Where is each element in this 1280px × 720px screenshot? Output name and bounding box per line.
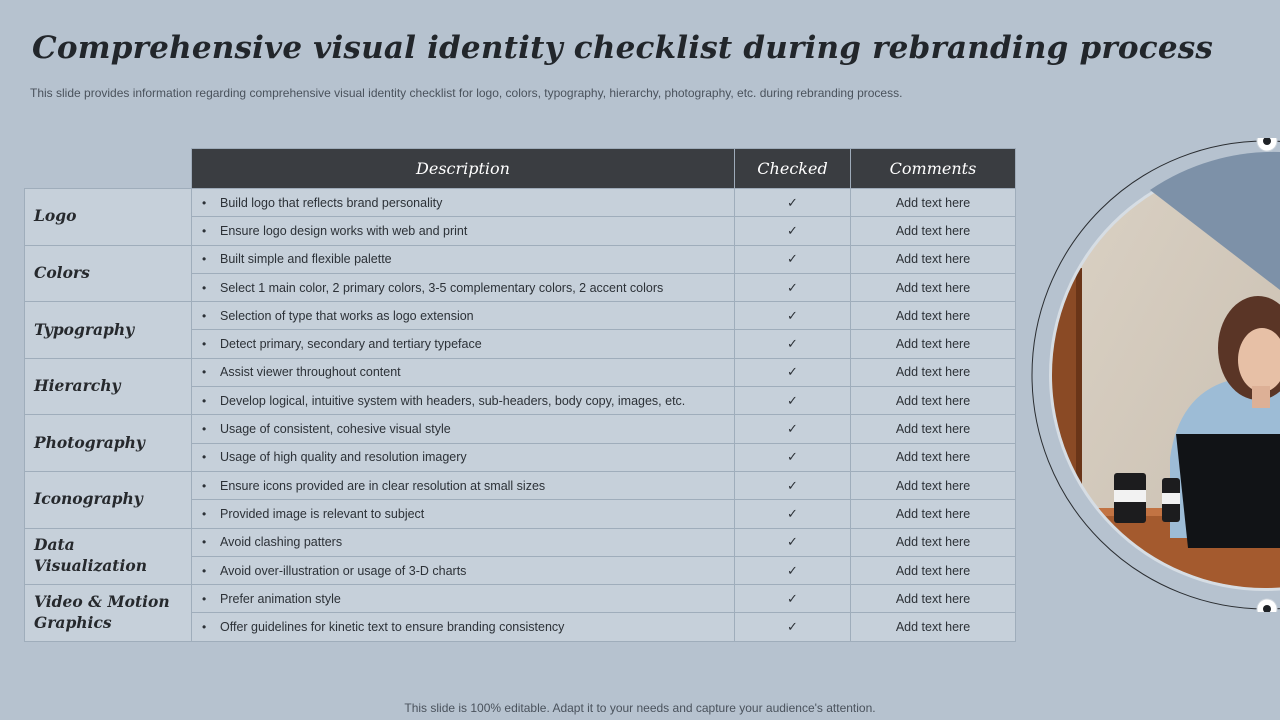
bullet-icon: • <box>202 620 207 635</box>
decorative-circle-graphic <box>1030 138 1280 612</box>
category-cell: Colors <box>25 245 192 302</box>
category-cell: Logo <box>25 189 192 246</box>
check-mark-icon: ✓ <box>735 500 851 528</box>
header-description: Description <box>192 149 735 189</box>
check-mark-icon: ✓ <box>735 613 851 641</box>
description-text: Usage of high quality and resolution imagery <box>220 450 467 465</box>
page-subtitle: This slide provides information regarding comprehensive visual identity checklist for logo, colors, typography, hierarchy, photography, etc. during rebranding process. <box>30 86 903 100</box>
bullet-icon: • <box>202 252 207 267</box>
photo-illustration <box>1030 138 1280 612</box>
comment-cell[interactable]: Add text here <box>851 245 1016 273</box>
comment-cell[interactable]: Add text here <box>851 387 1016 415</box>
comment-cell[interactable]: Add text here <box>851 302 1016 330</box>
bullet-icon: • <box>202 422 207 437</box>
description-text: Assist viewer throughout content <box>220 365 401 380</box>
check-mark-icon: ✓ <box>735 302 851 330</box>
bullet-icon: • <box>202 337 207 352</box>
comment-cell[interactable]: Add text here <box>851 358 1016 386</box>
description-text: Select 1 main color, 2 primary colors, 3-5 complementary colors, 2 accent colors <box>220 280 664 295</box>
bullet-icon: • <box>202 506 207 521</box>
check-mark-icon: ✓ <box>735 217 851 245</box>
comment-cell[interactable]: Add text here <box>851 500 1016 528</box>
page-title: Comprehensive visual identity checklist during rebranding process <box>32 30 1214 66</box>
table-row <box>25 585 1016 613</box>
comment-cell[interactable]: Add text here <box>851 273 1016 301</box>
description-text: Detect primary, secondary and tertiary typeface <box>220 337 482 352</box>
table-row <box>25 245 1016 273</box>
comment-cell[interactable]: Add text here <box>851 443 1016 471</box>
description-text: Ensure icons provided are in clear resolution at small sizes <box>220 478 546 493</box>
check-mark-icon: ✓ <box>735 415 851 443</box>
check-mark-icon: ✓ <box>735 471 851 499</box>
table-body <box>25 189 1016 642</box>
table-row <box>25 189 1016 217</box>
comment-cell[interactable]: Add text here <box>851 330 1016 358</box>
description-text: Avoid over-illustration or usage of 3-D charts <box>220 563 467 578</box>
header-checked: Checked <box>735 149 851 189</box>
description-text: Provided image is relevant to subject <box>220 506 425 521</box>
table-header-row <box>25 149 1016 189</box>
check-mark-icon: ✓ <box>735 245 851 273</box>
bullet-icon: • <box>202 591 207 606</box>
description-cell <box>192 273 735 301</box>
category-cell: Data Visualization <box>25 528 192 585</box>
description-text: Build logo that reflects brand personality <box>220 195 443 210</box>
check-mark-icon: ✓ <box>735 273 851 301</box>
table-row <box>25 358 1016 386</box>
description-cell <box>192 556 735 584</box>
header-blank-cell <box>25 149 192 189</box>
description-text: Built simple and flexible palette <box>220 252 392 267</box>
table-row <box>25 528 1016 556</box>
comment-cell[interactable]: Add text here <box>851 556 1016 584</box>
description-cell <box>192 358 735 386</box>
check-mark-icon: ✓ <box>735 358 851 386</box>
description-cell <box>192 302 735 330</box>
category-cell: Photography <box>25 415 192 472</box>
bullet-icon: • <box>202 308 207 323</box>
comment-cell[interactable]: Add text here <box>851 471 1016 499</box>
comment-cell[interactable]: Add text here <box>851 415 1016 443</box>
check-mark-icon: ✓ <box>735 330 851 358</box>
description-text: Avoid clashing patters <box>220 535 343 550</box>
check-mark-icon: ✓ <box>735 387 851 415</box>
description-cell <box>192 500 735 528</box>
category-cell: Hierarchy <box>25 358 192 415</box>
description-cell <box>192 528 735 556</box>
description-text: Selection of type that works as logo extension <box>220 308 474 323</box>
bullet-icon: • <box>202 365 207 380</box>
checklist-table <box>24 148 1016 642</box>
table-row <box>25 471 1016 499</box>
bullet-icon: • <box>202 563 207 578</box>
comment-cell[interactable]: Add text here <box>851 217 1016 245</box>
comment-cell[interactable]: Add text here <box>851 189 1016 217</box>
description-cell <box>192 613 735 641</box>
bullet-icon: • <box>202 280 207 295</box>
description-cell <box>192 387 735 415</box>
description-cell <box>192 443 735 471</box>
description-cell <box>192 585 735 613</box>
check-mark-icon: ✓ <box>735 585 851 613</box>
table-row <box>25 302 1016 330</box>
description-text: Develop logical, intuitive system with headers, sub-headers, body copy, images, etc. <box>220 393 686 408</box>
description-text: Offer guidelines for kinetic text to ensure branding consistency <box>220 620 565 635</box>
description-text: Usage of consistent, cohesive visual style <box>220 422 451 437</box>
description-cell <box>192 189 735 217</box>
category-cell: Video & Motion Graphics <box>25 585 192 642</box>
check-mark-icon: ✓ <box>735 443 851 471</box>
bullet-icon: • <box>202 450 207 465</box>
description-cell <box>192 217 735 245</box>
check-mark-icon: ✓ <box>735 528 851 556</box>
description-cell <box>192 471 735 499</box>
description-text: Prefer animation style <box>220 591 341 606</box>
footer-note: This slide is 100% editable. Adapt it to your needs and capture your audience's attention. <box>404 701 876 715</box>
description-text: Ensure logo design works with web and print <box>220 223 468 238</box>
bullet-icon: • <box>202 393 207 408</box>
bullet-icon: • <box>202 478 207 493</box>
check-mark-icon: ✓ <box>735 556 851 584</box>
header-comments: Comments <box>851 149 1016 189</box>
category-cell: Typography <box>25 302 192 359</box>
bullet-icon: • <box>202 535 207 550</box>
comment-cell[interactable]: Add text here <box>851 585 1016 613</box>
check-mark-icon: ✓ <box>735 189 851 217</box>
bullet-icon: • <box>202 223 207 238</box>
comment-cell[interactable]: Add text here <box>851 613 1016 641</box>
description-cell <box>192 245 735 273</box>
bullet-icon: • <box>202 195 207 210</box>
comment-cell[interactable]: Add text here <box>851 528 1016 556</box>
description-cell <box>192 330 735 358</box>
description-cell <box>192 415 735 443</box>
table-row <box>25 415 1016 443</box>
category-cell: Iconography <box>25 471 192 528</box>
